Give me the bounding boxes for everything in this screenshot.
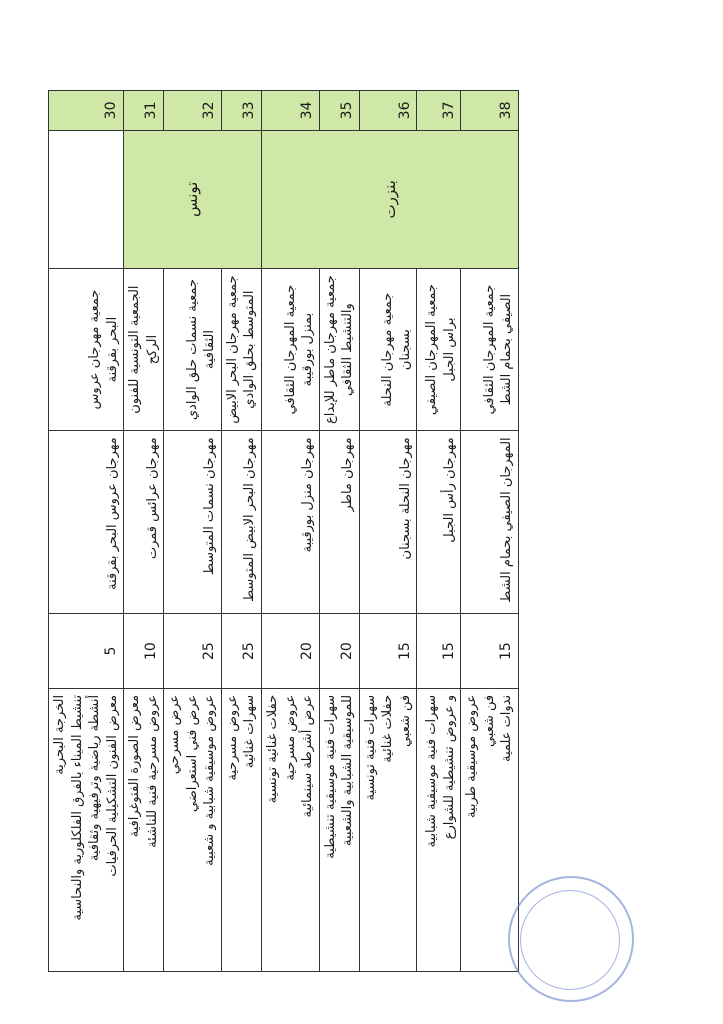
activity-line: عرض فني استعراضي <box>184 694 200 813</box>
table-row <box>124 91 164 972</box>
official-stamp-inner-ring <box>520 890 620 990</box>
row-number: 30 <box>49 91 124 131</box>
activity-line: للموسيقية الشبابية والشعبية <box>340 694 356 847</box>
association-cell: الجمعية التونسية للفنون الركح <box>124 268 164 431</box>
activity-line: عروض مسرحية <box>282 694 298 781</box>
governorate-cell: تونس <box>124 130 262 268</box>
row-number: 38 <box>461 91 519 131</box>
days-cell: 5 <box>49 614 124 689</box>
official-stamp <box>508 876 634 1002</box>
festival-cell: مهرجان ماطر <box>319 431 359 614</box>
days-cell: 10 <box>124 614 164 689</box>
activity-line: سهرات فنية موسيقية تنشيطية <box>322 694 338 859</box>
festival-cell: مهرجان رأس الجبل <box>417 431 461 614</box>
festival-table <box>48 90 519 972</box>
activities-cell <box>417 688 461 971</box>
activity-line: فن شعبي <box>397 694 413 748</box>
days-cell: 25 <box>164 614 222 689</box>
activity-line: عروض مسرحية <box>224 694 240 781</box>
activity-line: حفلات غنائية تونسية <box>265 694 281 804</box>
governorate-cell: بنزرت <box>262 130 519 268</box>
association-cell: جمعية مهرجان البحر الابيض المتوسط بحلق الوادي <box>221 268 261 431</box>
days-cell: 15 <box>417 614 461 689</box>
activities-cell <box>262 688 320 971</box>
festival-cell: مهرجان نسمات المتوسط <box>164 431 222 614</box>
activity-line: الخرجة البحرية <box>52 694 67 775</box>
days-cell: 20 <box>262 614 320 689</box>
association-cell: جمعية المهرجان الصيفي براس الجبل <box>417 268 461 431</box>
table-row <box>262 91 320 972</box>
association-cell: جمعية مهرجان النحلة بسجنان <box>359 268 417 431</box>
row-number: 34 <box>262 91 320 131</box>
days-cell: 15 <box>461 614 519 689</box>
activity-line: تنشيط الميناء بالفرق الفلكلورية والنحاسية <box>69 694 85 921</box>
activity-line: عروض موسيقية طربية <box>464 694 480 819</box>
row-number: 33 <box>221 91 261 131</box>
governorate-cell <box>49 130 124 268</box>
association-cell: جمعية المهرجان الثقافي الصيفي بحمام الشط <box>461 268 519 431</box>
activity-line: فن شعبي <box>481 694 497 748</box>
festival-cell: مهرجان منزل بورقيبة <box>262 431 320 614</box>
association-cell: جمعية مهرجان عروس البحر بقرقنة <box>49 268 124 431</box>
activities-cell <box>319 688 359 971</box>
activity-line: معرض الفنون التشكيلية الحرفيات <box>104 694 120 877</box>
festival-cell: مهرجان البحر الابيض المتوسط <box>221 431 261 614</box>
activity-line: معرض الصورة الفتوغرافية <box>127 694 143 838</box>
activity-line: سهرات فنية موسيقية شبابية <box>424 694 440 848</box>
association-cell: جمعية مهرجان ماطر للإبداع والتنشيط الثقافي <box>319 268 359 431</box>
table-row <box>49 91 124 972</box>
activities-cell <box>124 688 164 971</box>
activities-cell <box>359 688 417 971</box>
activity-line: عرض مسرحي <box>167 694 183 775</box>
activity-line: عروض موسيقية شبابية و شعبية <box>202 694 218 866</box>
days-cell: 25 <box>221 614 261 689</box>
days-cell: 15 <box>359 614 417 689</box>
activities-cell <box>49 688 124 971</box>
festival-cell: مهرجان عرائس قمرت <box>124 431 164 614</box>
festival-cell: مهرجان النحلة بسجنان <box>359 431 417 614</box>
row-number: 35 <box>319 91 359 131</box>
activity-line: ندوات علمية <box>499 694 515 763</box>
activity-line: سهرات فنية تونسية <box>362 694 378 801</box>
activity-line: سهرات غنائية <box>242 694 258 769</box>
activity-line: حفلات غنائية <box>380 694 396 763</box>
activity-line: عروض مسرحية فنية للناشئة <box>144 694 160 848</box>
row-number: 36 <box>359 91 417 131</box>
row-number: 32 <box>164 91 222 131</box>
row-number: 37 <box>417 91 461 131</box>
days-cell: 20 <box>319 614 359 689</box>
association-cell: جمعية نسمات حلق الوادي الثقافية <box>164 268 222 431</box>
festival-cell: مهرجان عروس البحر بقرقنة <box>49 431 124 614</box>
activities-cell <box>221 688 261 971</box>
activities-cell <box>164 688 222 971</box>
activity-line: أنشطة رياضية وترفيهية وثقافية <box>87 694 103 862</box>
festival-cell: المهرجان الصيفي بحمام الشط <box>461 431 519 614</box>
row-number: 31 <box>124 91 164 131</box>
activity-line: عرض أشرطة سينمائية <box>300 694 316 818</box>
activity-line: و عروض تنشيطية للشوارع <box>441 694 457 840</box>
association-cell: جمعية المهرجان الثقافي بمنزل بورقيبة <box>262 268 320 431</box>
